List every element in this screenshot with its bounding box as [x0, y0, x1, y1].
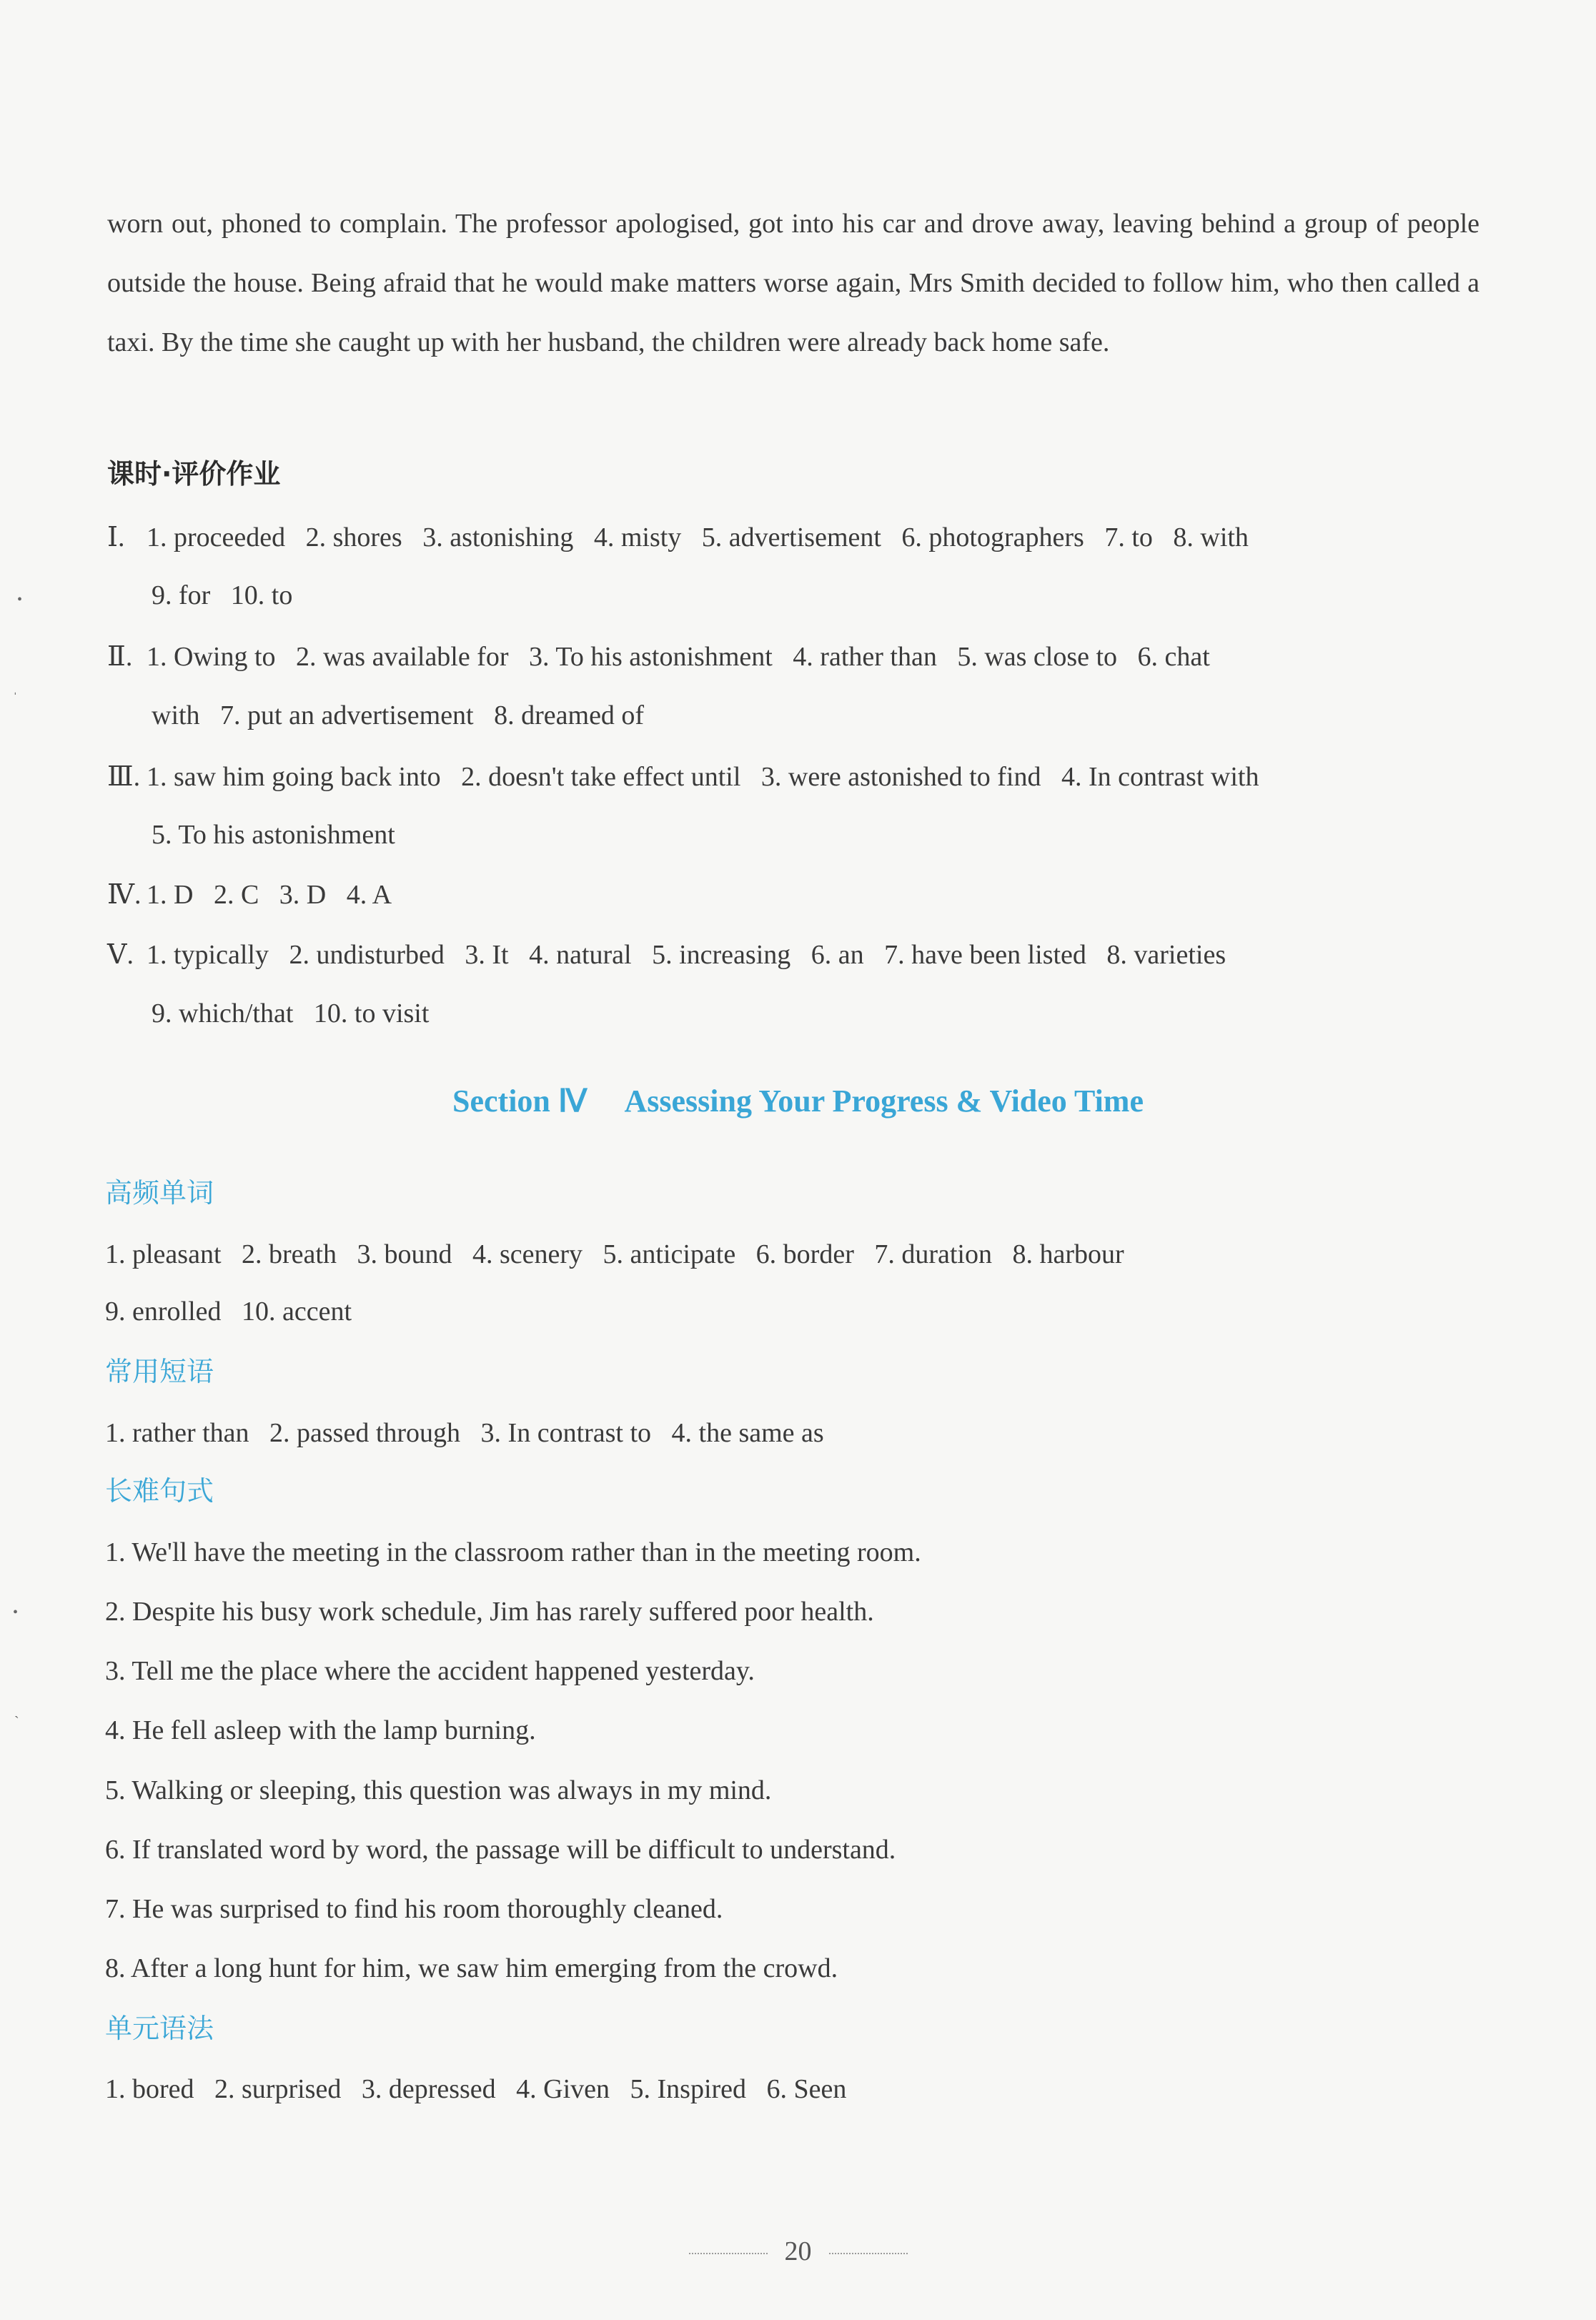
exercise-4-line-1: [107, 877, 392, 913]
sentence-item: 6. If translated word by word, the passage will be difficult to understand.: [105, 1835, 896, 1865]
exercise-numeral: Ⅳ.: [107, 880, 142, 910]
scan-mark: ˈ: [13, 690, 18, 706]
vocab-heading: 高频单词: [105, 1177, 214, 1209]
exercise-answers: 1. D 2. C 3. D 4. A: [147, 880, 392, 910]
grammar-heading: 单元语法: [105, 2013, 214, 2044]
section-name: Assessing Your Progress & Video Time: [624, 1084, 1144, 1119]
passage-paragraph: worn out, phoned to complain. The professor apologised, got into his car and drove away, leaving behind a group of people outside the house. Being afraid that he would make matters worse again, Mrs Smith decided to follow him, who then called a taxi. By the time she caught up with her husband, the children were already back home safe.: [107, 209, 1479, 357]
scan-mark: ˋ: [14, 1714, 19, 1730]
exercise-3-line-2: 5. To his astonishment: [152, 820, 395, 850]
exercise-numeral: Ⅰ.: [107, 522, 125, 552]
footer-divider-right: [829, 2253, 908, 2254]
exercise-5-line-2: 9. which/that 10. to visit: [152, 998, 430, 1028]
exercise-answers: 1. proceeded 2. shores 3. astonishing 4. misty 5. advertisement 6. photographers 7. to 8. with: [147, 522, 1249, 552]
scan-mark: •: [17, 592, 23, 608]
exercise-numeral: Ⅱ.: [107, 642, 133, 672]
sentence-item: 2. Despite his busy work schedule, Jim has rarely suffered poor health.: [105, 1597, 874, 1627]
sentence-item: 3. Tell me the place where the accident happened yesterday.: [105, 1656, 755, 1686]
exercise-1-line-1: [107, 520, 1249, 555]
vocab-line-2: 9. enrolled 10. accent: [105, 1297, 352, 1327]
exercise-3-line-1: [107, 759, 1259, 795]
section-title: [0, 1083, 1596, 1119]
exercise-answers: 1. typically 2. undisturbed 3. It 4. natural 5. increasing 6. an 7. have been listed 8. varieties: [147, 940, 1226, 970]
sentence-item: 1. We'll have the meeting in the classroom rather than in the meeting room.: [105, 1537, 921, 1567]
sentence-item: 8. After a long hunt for him, we saw him emerging from the crowd.: [105, 1953, 838, 1983]
exercise-answers: 1. Owing to 2. was available for 3. To his astonishment 4. rather than 5. was close to 6. chat: [147, 642, 1210, 672]
phrases-heading: 常用短语: [105, 1356, 214, 1387]
sentence-item: 7. He was surprised to find his room thoroughly cleaned.: [105, 1894, 723, 1924]
exercise-answers: 1. saw him going back into 2. doesn't take effect until 3. were astonished to find 4. In contrast with: [147, 762, 1259, 792]
vocab-line-1: 1. pleasant 2. breath 3. bound 4. scenery 5. anticipate 6. border 7. duration 8. harbour: [105, 1239, 1124, 1269]
sentences-heading: 长难句式: [105, 1475, 214, 1507]
exercise-2-line-2: with 7. put an advertisement 8. dreamed of: [152, 700, 645, 730]
section-heading-homework: 课时·评价作业: [107, 458, 281, 490]
exercise-5-line-1: [107, 937, 1226, 973]
phrases-line-1: 1. rather than 2. passed through 3. In contrast to 4. the same as: [105, 1418, 824, 1448]
footer-divider-left: [689, 2253, 768, 2254]
exercise-2-line-1: [107, 639, 1210, 675]
grammar-line-1: 1. bored 2. surprised 3. depressed 4. Given 5. Inspired 6. Seen: [105, 2074, 847, 2104]
exercise-numeral: Ⅴ.: [107, 940, 134, 970]
page-number: 20: [784, 2236, 812, 2266]
exercise-numeral: Ⅲ.: [107, 762, 141, 792]
exercise-1-line-2: 9. for 10. to: [152, 580, 293, 610]
page-footer: [0, 2236, 1596, 2267]
sentence-item: 5. Walking or sleeping, this question was always in my mind.: [105, 1775, 772, 1805]
section-label: Section Ⅳ: [452, 1084, 588, 1119]
scan-mark: •: [13, 1605, 19, 1620]
sentence-item: 4. He fell asleep with the lamp burning.: [105, 1715, 536, 1745]
